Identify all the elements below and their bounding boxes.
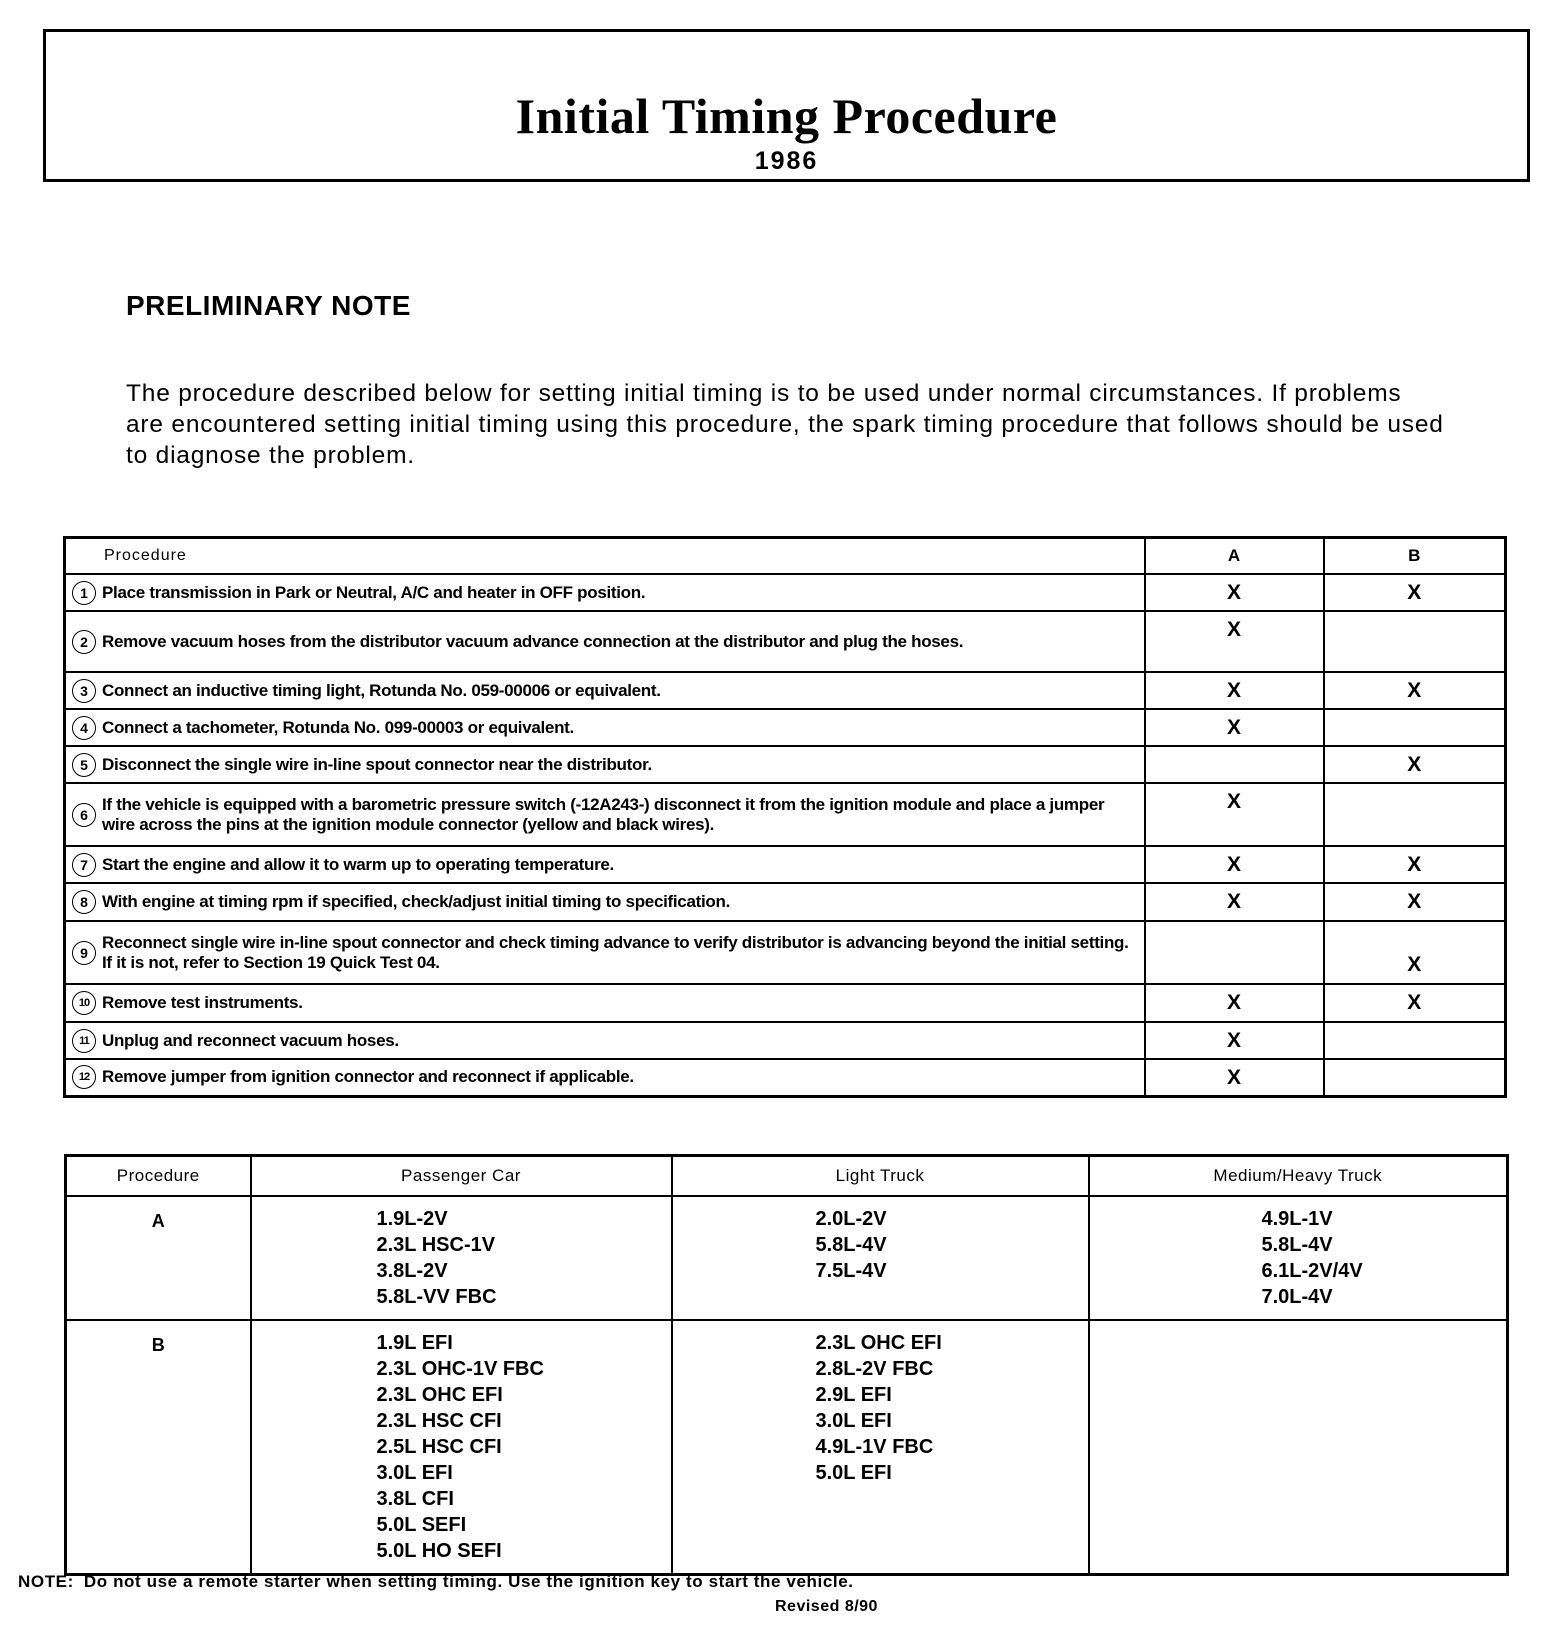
mark-a: X xyxy=(1145,1059,1324,1096)
engine-item: 2.3L OHC-1V FBC xyxy=(376,1358,544,1380)
mark-b xyxy=(1324,783,1506,846)
table-row xyxy=(66,1320,1508,1575)
engine-item: 7.0L-4V xyxy=(1261,1286,1333,1308)
table-row xyxy=(66,1196,1508,1320)
step-number: 10 xyxy=(72,991,96,1015)
step-number: 7 xyxy=(72,853,96,877)
engine-item: 4.9L-1V xyxy=(1261,1208,1333,1230)
step-text: Reconnect single wire in-line spout connector and check timing advance to verify distributor is advancing beyond the initial setting. If it is not, refer to Section 19 Quick Test 04. xyxy=(102,932,1129,972)
mark-a: X xyxy=(1145,984,1324,1022)
step-number: 5 xyxy=(72,753,96,777)
procedure-column-header: Procedure xyxy=(65,538,1145,575)
preliminary-heading: PRELIMINARY NOTE xyxy=(126,290,411,321)
step-number: 8 xyxy=(72,890,96,914)
mark-a: X xyxy=(1145,672,1324,709)
mark-b: X xyxy=(1324,883,1506,921)
procedure-table-header xyxy=(65,538,1506,575)
procedure-letter: A xyxy=(66,1196,251,1320)
step-text: With engine at timing rpm if specified, check/adjust initial timing to specification. xyxy=(102,892,730,911)
mark-a: X xyxy=(1145,1022,1324,1059)
preliminary-text: The procedure described below for setting initial timing is to be used under normal circumstances. If problems are encountered setting initial timing using this procedure, the spark timing procedure that follows should be used to diagnose the problem. xyxy=(126,380,1444,469)
engine-list xyxy=(377,1322,670,1572)
mark-b: X xyxy=(1324,746,1506,783)
footer-note xyxy=(18,1572,854,1592)
mark-b xyxy=(1324,709,1506,746)
engine-item: 5.8L-4V xyxy=(1261,1234,1333,1256)
table-row xyxy=(65,783,1506,846)
step-text: Remove jumper from ignition connector and reconnect if applicable. xyxy=(102,1067,634,1087)
mark-b xyxy=(1324,1022,1506,1059)
mark-b: X xyxy=(1324,574,1506,611)
engine-item: 3.0L EFI xyxy=(376,1462,453,1484)
table-row xyxy=(65,611,1506,672)
step-text: If the vehicle is equipped with a barometric pressure switch (-12A243-) disconnect it from the ignition module and place a jumper wire across the pins at the ignition module connector (yellow and black wires). xyxy=(102,794,1105,834)
engine-item: 2.3L OHC EFI xyxy=(815,1332,942,1354)
engine-item: 6.1L-2V/4V xyxy=(1261,1260,1363,1282)
mark-a: X xyxy=(1145,883,1324,921)
mark-a: X xyxy=(1145,783,1324,846)
table-row xyxy=(65,984,1506,1022)
engine-list xyxy=(816,1198,1087,1292)
procedure-letter: B xyxy=(66,1320,251,1575)
passenger-car-header: Passenger Car xyxy=(251,1156,672,1197)
engine-item: 3.0L EFI xyxy=(815,1410,892,1432)
step-number: 6 xyxy=(72,803,96,827)
revised-date: Revised 8/90 xyxy=(775,1598,878,1615)
engine-item: 2.5L HSC CFI xyxy=(376,1436,502,1458)
step-number: 11 xyxy=(72,1029,96,1053)
mark-a: X xyxy=(1145,611,1324,672)
engine-item: 1.9L EFI xyxy=(376,1332,453,1354)
mark-b: X xyxy=(1324,984,1506,1022)
light-truck-header: Light Truck xyxy=(672,1156,1089,1197)
engine-item: 5.0L HO SEFI xyxy=(376,1540,502,1562)
table-row xyxy=(65,746,1506,783)
engine-item: 2.3L HSC CFI xyxy=(376,1410,502,1432)
engine-item: 2.3L HSC-1V xyxy=(376,1234,496,1256)
step-number: 12 xyxy=(72,1065,96,1089)
engine-item: 5.8L-4V xyxy=(815,1234,887,1256)
step-text: Start the engine and allow it to warm up to operating temperature. xyxy=(102,854,614,874)
engine-item: 3.8L CFI xyxy=(376,1488,454,1510)
engine-item: 7.5L-4V xyxy=(815,1260,887,1282)
mark-b: X xyxy=(1324,672,1506,709)
application-table xyxy=(64,1154,1509,1576)
step-text: Place transmission in Park or Neutral, A/C and heater in OFF position. xyxy=(102,582,646,602)
step-text: Unplug and reconnect vacuum hoses. xyxy=(102,1030,399,1050)
procedure-a-column-header: A xyxy=(1145,538,1324,575)
step-text: Disconnect the single wire in-line spout connector near the distributor. xyxy=(102,754,652,774)
procedure-table xyxy=(63,536,1507,1098)
mark-b xyxy=(1324,1059,1506,1096)
table-row xyxy=(65,921,1506,984)
mark-a: X xyxy=(1145,846,1324,883)
engine-list xyxy=(1262,1198,1506,1318)
step-number: 4 xyxy=(72,716,96,740)
engine-item: 1.9L-2V xyxy=(376,1208,448,1230)
table-row xyxy=(65,672,1506,709)
engine-item: 2.0L-2V xyxy=(815,1208,887,1230)
note-text: Do not use a remote starter when setting timing. Use the ignition key to start the vehicle. xyxy=(83,1572,854,1591)
medium-heavy-truck-header: Medium/Heavy Truck xyxy=(1089,1156,1508,1197)
engine-list xyxy=(377,1198,670,1318)
note-label: NOTE: xyxy=(18,1572,74,1591)
page-year: 1986 xyxy=(754,147,819,175)
step-number: 2 xyxy=(72,630,96,654)
mark-b: X xyxy=(1324,921,1506,984)
mark-b xyxy=(1324,611,1506,672)
engine-item: 5.0L EFI xyxy=(815,1462,892,1484)
engine-item: 5.0L SEFI xyxy=(376,1514,467,1536)
step-text: Connect a tachometer, Rotunda No. 099-00003 or equivalent. xyxy=(102,717,574,737)
empty-cell xyxy=(1089,1320,1508,1575)
mark-a xyxy=(1145,746,1324,783)
table-row xyxy=(65,883,1506,921)
engine-item: 3.8L-2V xyxy=(376,1260,448,1282)
application-table-header xyxy=(66,1156,1508,1197)
table-row xyxy=(65,1022,1506,1059)
table-row xyxy=(65,574,1506,611)
step-text: Connect an inductive timing light, Rotunda No. 059-00006 or equivalent. xyxy=(102,680,661,700)
engine-item: 2.9L EFI xyxy=(815,1384,892,1406)
table-row xyxy=(65,846,1506,883)
mark-b: X xyxy=(1324,846,1506,883)
mark-a xyxy=(1145,921,1324,984)
step-number: 9 xyxy=(72,941,96,965)
table-row xyxy=(65,1059,1506,1096)
mark-a: X xyxy=(1145,709,1324,746)
engine-item: 2.8L-2V FBC xyxy=(815,1358,934,1380)
step-text: Remove vacuum hoses from the distributor vacuum advance connection at the distributor and plug the hoses. xyxy=(102,631,964,651)
mark-a: X xyxy=(1145,574,1324,611)
step-text: Remove test instruments. xyxy=(102,993,303,1012)
step-number: 1 xyxy=(72,581,96,605)
engine-list xyxy=(816,1322,1087,1494)
title-box xyxy=(43,29,1530,182)
engine-item: 4.9L-1V FBC xyxy=(815,1436,934,1458)
step-number: 3 xyxy=(72,679,96,703)
engine-item: 2.3L OHC EFI xyxy=(376,1384,503,1406)
app-procedure-header: Procedure xyxy=(66,1156,251,1197)
page-title: Initial Timing Procedure xyxy=(515,88,1058,144)
engine-item: 5.8L-VV FBC xyxy=(376,1286,497,1308)
table-row xyxy=(65,709,1506,746)
procedure-b-column-header: B xyxy=(1324,538,1506,575)
